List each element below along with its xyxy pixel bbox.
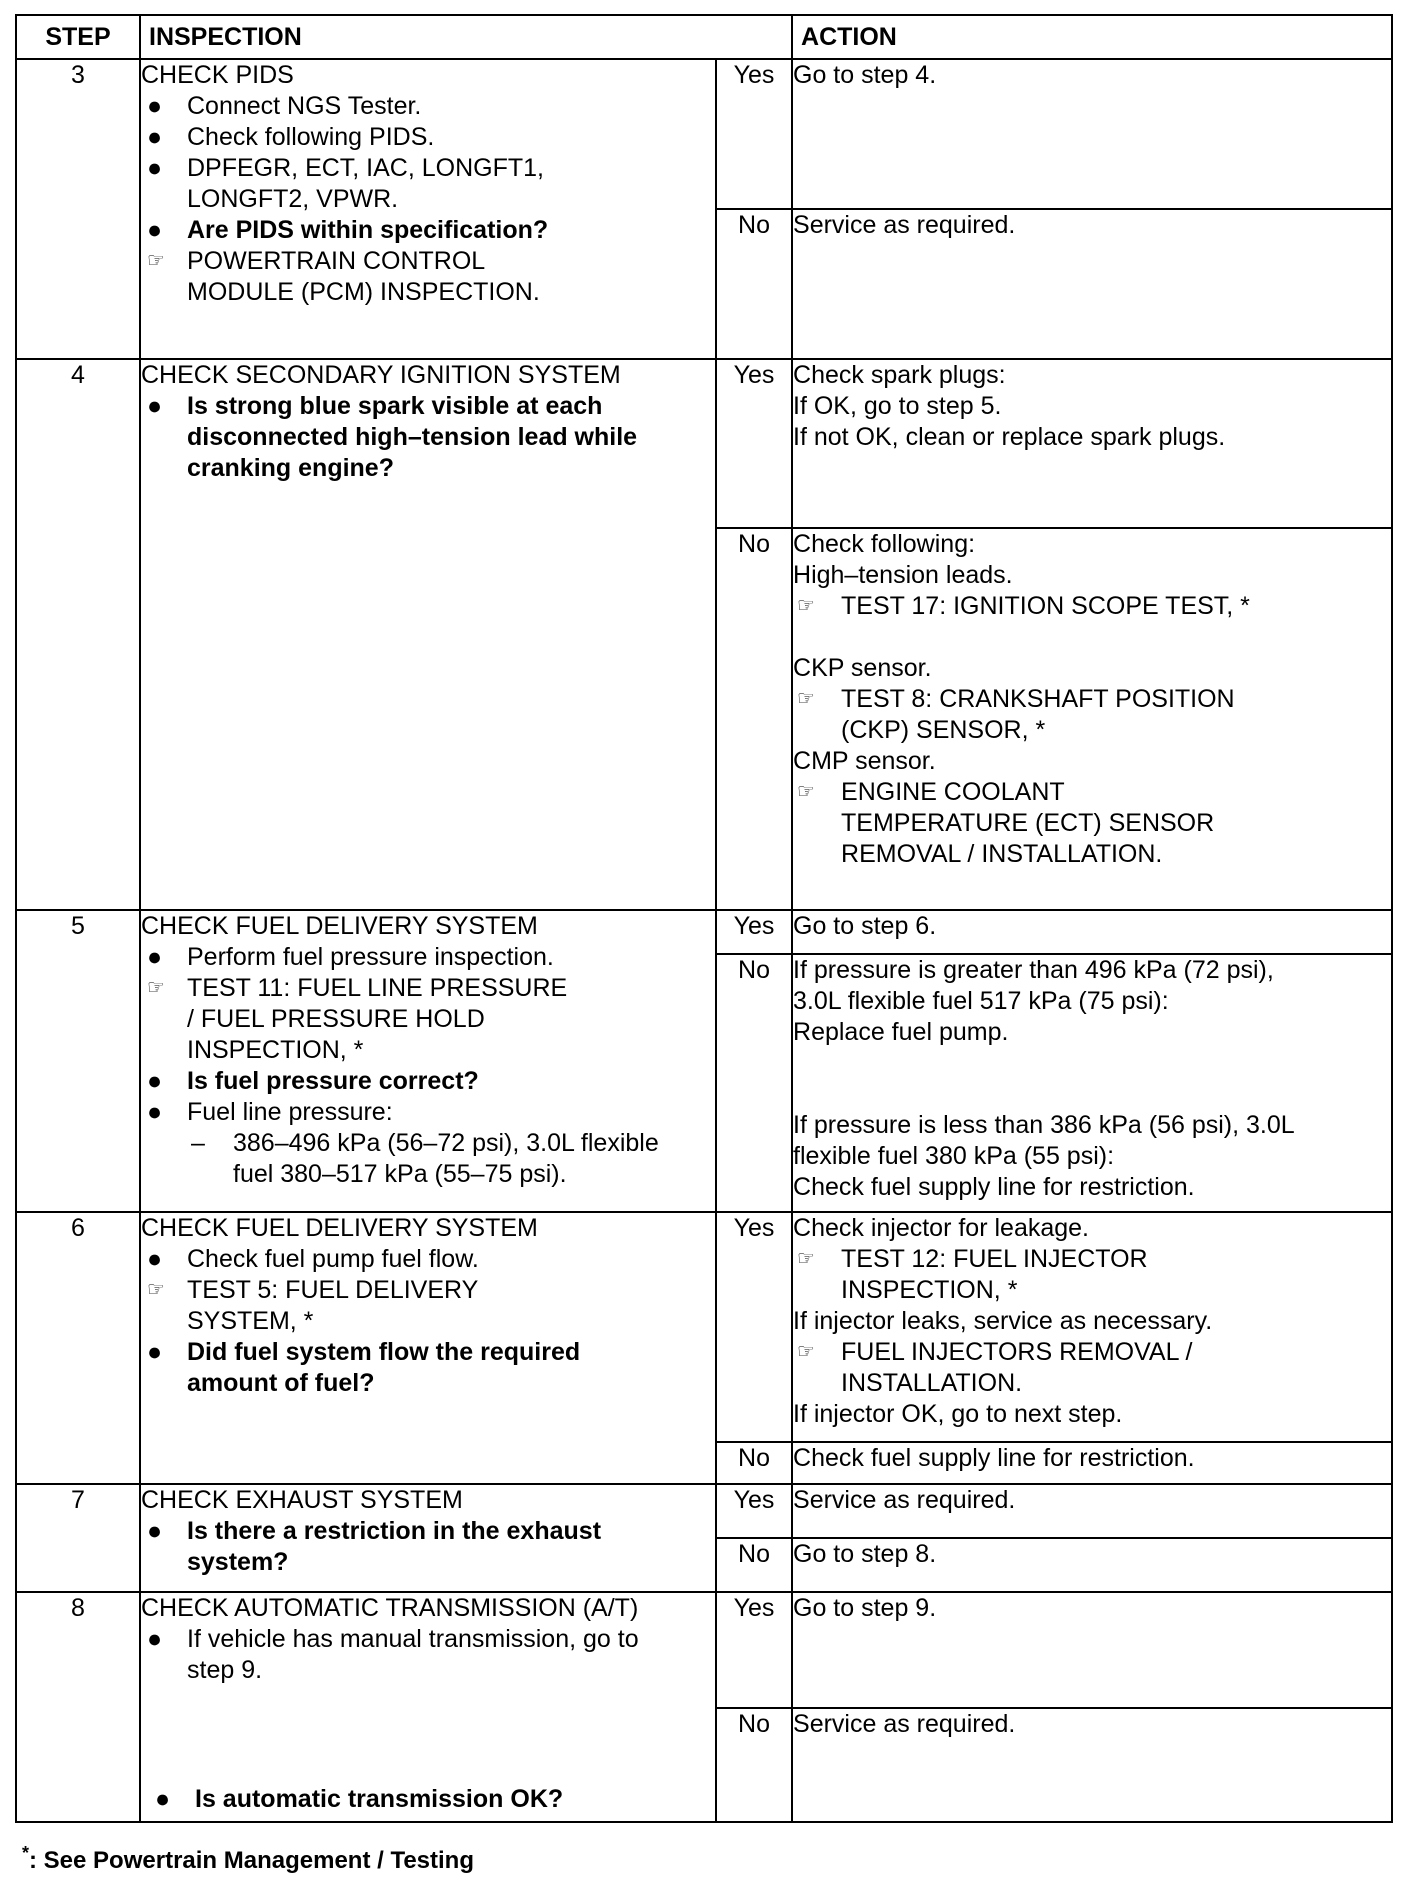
step-number: 7 [16, 1484, 140, 1592]
inspection-header: INSPECTION [140, 15, 792, 59]
action-header: ACTION [792, 15, 1392, 59]
reference-text: TEST 12: FUEL INJECTOR [841, 1245, 1148, 1273]
list-item: Check following PIDS. [187, 123, 435, 151]
action-line: Check spark plugs: [793, 361, 1006, 389]
list-item: Connect NGS Tester. [187, 92, 422, 120]
inspection-title: CHECK PIDS [141, 61, 294, 89]
inspection-title: CHECK FUEL DELIVERY SYSTEM [141, 1214, 538, 1242]
table-row [16, 59, 1392, 209]
step-number: 6 [16, 1212, 140, 1484]
bullet-icon: ● [147, 123, 163, 151]
action-line: CMP sensor. [793, 747, 936, 775]
action-line: CKP sensor. [793, 654, 932, 682]
action-line: flexible fuel 380 kPa (55 psi): [793, 1142, 1115, 1170]
reference-text: TEST 8: CRANKSHAFT POSITION [841, 685, 1235, 713]
no-action: Go to step 8. [792, 1538, 1392, 1592]
question-text: Did fuel system flow the required [187, 1338, 581, 1366]
yes-label: Yes [716, 1592, 792, 1708]
pointing-hand-icon: ☞ [797, 1248, 815, 1270]
action-line: If pressure is less than 386 kPa (56 psi), 3.0L [793, 1111, 1295, 1139]
pointing-hand-icon: ☞ [797, 781, 815, 803]
yes-action: Service as required. [792, 1484, 1392, 1538]
question-text: Is strong blue spark visible at each [187, 392, 603, 420]
list-item: fuel 380–517 kPa (55–75 psi). [233, 1160, 567, 1188]
reference-text: TEMPERATURE (ECT) SENSOR [841, 809, 1215, 837]
yes-label: Yes [716, 1212, 792, 1442]
inspection-title: CHECK SECONDARY IGNITION SYSTEM [141, 361, 621, 389]
question-text: Is there a restriction in the exhaust [187, 1517, 602, 1545]
step-header: STEP [16, 15, 140, 59]
reference-text: FUEL INJECTORS REMOVAL / [841, 1338, 1193, 1366]
yes-action: Go to step 4. [792, 59, 1392, 209]
action-line: High–tension leads. [793, 561, 1013, 589]
action-line: Check fuel supply line for restriction. [793, 1173, 1195, 1201]
bullet-icon: ● [147, 1067, 163, 1095]
list-item: If vehicle has manual transmission, go to [187, 1625, 639, 1653]
table-row [16, 1592, 1392, 1708]
bullet-icon: ● [147, 1517, 163, 1545]
question-text: disconnected high–tension lead while [187, 423, 638, 451]
no-label: No [716, 528, 792, 910]
question-text: cranking engine? [187, 454, 394, 482]
pointing-hand-icon: ☞ [147, 1279, 165, 1301]
bullet-icon: ● [147, 92, 163, 120]
pointing-hand-icon: ☞ [797, 595, 815, 617]
reference-text: INSTALLATION. [841, 1369, 1023, 1397]
list-item: LONGFT2, VPWR. [187, 185, 399, 213]
reference-text: ENGINE COOLANT [841, 778, 1065, 806]
yes-action [792, 1212, 1392, 1442]
yes-label: Yes [716, 359, 792, 528]
reference-text: MODULE (PCM) INSPECTION. [187, 278, 540, 306]
diagnostic-table [15, 14, 1393, 1823]
yes-action: Go to step 6. [792, 910, 1392, 954]
no-label: No [716, 954, 792, 1212]
pointing-hand-icon: ☞ [147, 977, 165, 999]
inspection-title: CHECK AUTOMATIC TRANSMISSION (A/T) [141, 1594, 639, 1622]
no-label: No [716, 1708, 792, 1822]
reference-text: SYSTEM, * [187, 1307, 314, 1335]
bullet-icon: ● [147, 392, 163, 420]
dash-icon: – [191, 1129, 205, 1157]
reference-text: (CKP) SENSOR, * [841, 716, 1046, 744]
no-action: Service as required. [792, 209, 1392, 359]
table-row [16, 910, 1392, 954]
action-line: Check injector for leakage. [793, 1214, 1089, 1242]
reference-text: REMOVAL / INSTALLATION. [841, 840, 1163, 868]
pointing-hand-icon: ☞ [797, 1341, 815, 1363]
inspection-cell [140, 1484, 716, 1592]
inspection-title: CHECK FUEL DELIVERY SYSTEM [141, 912, 538, 940]
reference-text: TEST 5: FUEL DELIVERY [187, 1276, 479, 1304]
reference-text: POWERTRAIN CONTROL [187, 247, 486, 275]
list-item: Perform fuel pressure inspection. [187, 943, 554, 971]
question-text: Is automatic transmission OK? [195, 1785, 564, 1813]
yes-action [792, 359, 1392, 528]
reference-text: INSPECTION, * [187, 1036, 364, 1064]
yes-label: Yes [716, 1484, 792, 1538]
action-line: Check following: [793, 530, 976, 558]
bullet-icon: ● [147, 1338, 163, 1366]
pointing-hand-icon: ☞ [797, 688, 815, 710]
footnote [22, 1843, 474, 1875]
pointing-hand-icon: ☞ [147, 250, 165, 272]
no-label: No [716, 1442, 792, 1484]
list-item: step 9. [187, 1656, 263, 1684]
bullet-icon: ● [147, 1625, 163, 1653]
bullet-icon: ● [147, 216, 163, 244]
reference-text: / FUEL PRESSURE HOLD [187, 1005, 485, 1033]
yes-label: Yes [716, 59, 792, 209]
table-row [16, 1484, 1392, 1538]
question-text: Is fuel pressure correct? [187, 1067, 479, 1095]
table-header-row [16, 15, 1392, 59]
no-action: Service as required. [792, 1708, 1392, 1822]
reference-text: TEST 17: IGNITION SCOPE TEST, * [841, 592, 1250, 620]
bullet-icon: ● [147, 943, 163, 971]
inspection-cell [140, 1212, 716, 1484]
inspection-title: CHECK EXHAUST SYSTEM [141, 1486, 463, 1514]
action-line: If injector OK, go to next step. [793, 1400, 1123, 1428]
step-number: 3 [16, 59, 140, 359]
bullet-icon: ● [147, 154, 163, 182]
question-text: Are PIDS within specification? [187, 216, 549, 244]
list-item: 386–496 kPa (56–72 psi), 3.0L flexible [233, 1129, 659, 1157]
inspection-cell [140, 910, 716, 1212]
step-number: 5 [16, 910, 140, 1212]
asterisk-mark: * [22, 1843, 30, 1863]
no-action [792, 954, 1392, 1212]
no-action: Check fuel supply line for restriction. [792, 1442, 1392, 1484]
bullet-icon: ● [147, 1098, 163, 1126]
inspection-cell [140, 59, 716, 359]
inspection-cell [140, 359, 716, 910]
action-line: If injector leaks, service as necessary. [793, 1307, 1213, 1335]
no-label: No [716, 209, 792, 359]
step-number: 4 [16, 359, 140, 910]
list-item: Fuel line pressure: [187, 1098, 393, 1126]
action-line: 3.0L flexible fuel 517 kPa (75 psi): [793, 987, 1169, 1015]
yes-action: Go to step 9. [792, 1592, 1392, 1708]
list-item: Check fuel pump fuel flow. [187, 1245, 479, 1273]
no-action [792, 528, 1392, 910]
footnote-text: : See Powertrain Management / Testing [29, 1847, 474, 1874]
list-item: DPFEGR, ECT, IAC, LONGFT1, [187, 154, 544, 182]
step-number: 8 [16, 1592, 140, 1822]
action-line: If pressure is greater than 496 kPa (72 psi), [793, 956, 1274, 984]
yes-label: Yes [716, 910, 792, 954]
action-line: If OK, go to step 5. [793, 392, 1002, 420]
action-line: Replace fuel pump. [793, 1018, 1009, 1046]
question-text: amount of fuel? [187, 1369, 375, 1397]
table-row [16, 1212, 1392, 1442]
table-row [16, 359, 1392, 528]
bullet-icon: ● [155, 1785, 171, 1813]
question-text: system? [187, 1548, 289, 1576]
reference-text: TEST 11: FUEL LINE PRESSURE [187, 974, 568, 1002]
action-line: If not OK, clean or replace spark plugs. [793, 423, 1226, 451]
reference-text: INSPECTION, * [841, 1276, 1018, 1304]
inspection-cell [140, 1592, 716, 1822]
bullet-icon: ● [147, 1245, 163, 1273]
no-label: No [716, 1538, 792, 1592]
